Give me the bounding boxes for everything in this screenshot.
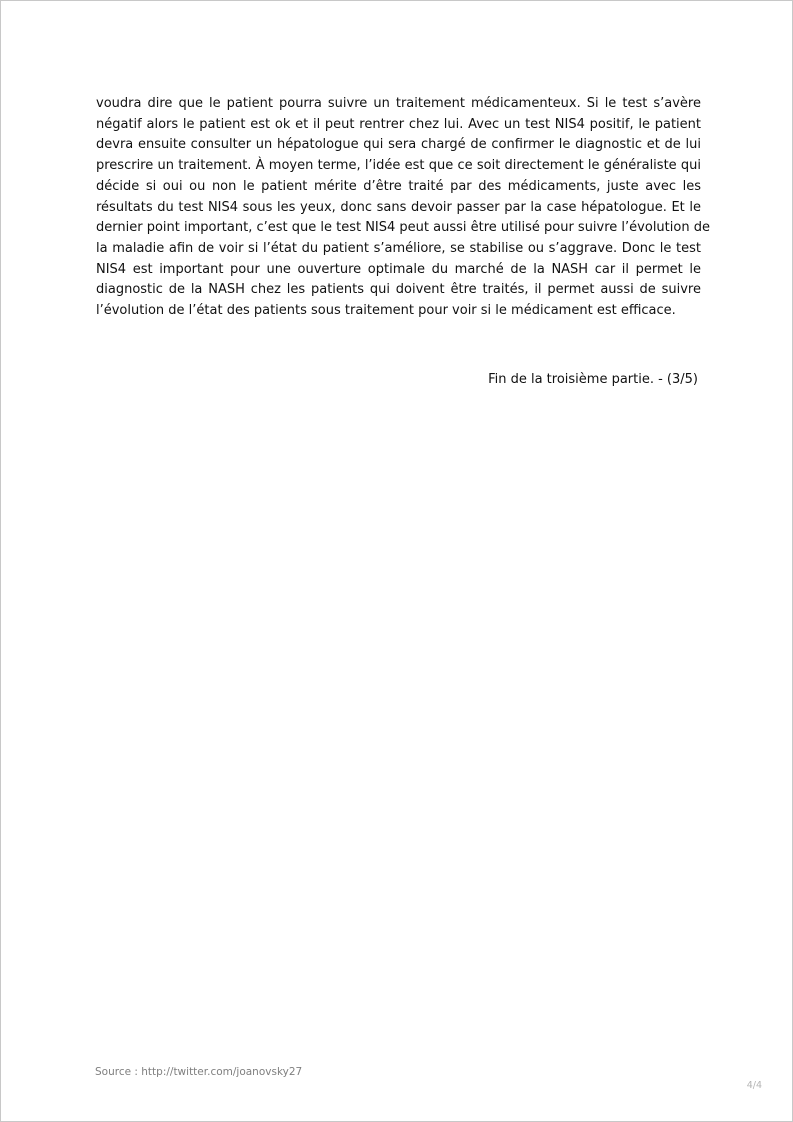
paragraph-line: l’évolution de l’état des patients sous traitement pour voir si le médicament est efficace. <box>96 303 676 319</box>
paragraph-line: décide si oui ou non le patient mérite d’être traité par des médicaments, juste avec les <box>96 178 701 194</box>
paragraph-line: NIS4 est important pour une ouverture optimale du marché de la NASH car il permet le <box>96 261 701 277</box>
paragraph-line: devra ensuite consulter un hépatologue qui sera chargé de confirmer le diagnostic et de lui <box>96 137 701 153</box>
paragraph-line: dernier point important, c’est que le test NIS4 peut aussi être utilisé pour suivre l’évolution de <box>96 220 710 236</box>
paragraph-line: diagnostic de la NASH chez les patients qui doivent être traités, il permet aussi de suivre <box>96 282 701 298</box>
body-paragraph <box>96 94 710 322</box>
closing-line: Fin de la troisième partie. - (3/5) <box>488 372 698 387</box>
paragraph-line: résultats du test NIS4 sous les yeux, donc sans devoir passer par la case hépatologue. Et le <box>96 199 701 215</box>
paragraph-line: voudra dire que le patient pourra suivre un traitement médicamenteux. Si le test s’avère <box>96 96 701 111</box>
paragraph-line: la maladie afin de voir si l’état du patient s’améliore, se stabilise ou s’aggrave. Donc le test <box>96 240 701 256</box>
page-number: 4/4 <box>746 1080 762 1091</box>
source-footer: Source : http://twitter.com/joanovsky27 <box>95 1066 303 1078</box>
paragraph-line: prescrire un traitement. À moyen terme, l’idée est que ce soit directement le généraliste qui <box>96 158 701 174</box>
paragraph-line: négatif alors le patient est ok et il peut rentrer chez lui. Avec un test NIS4 positif, le patient <box>96 116 701 132</box>
